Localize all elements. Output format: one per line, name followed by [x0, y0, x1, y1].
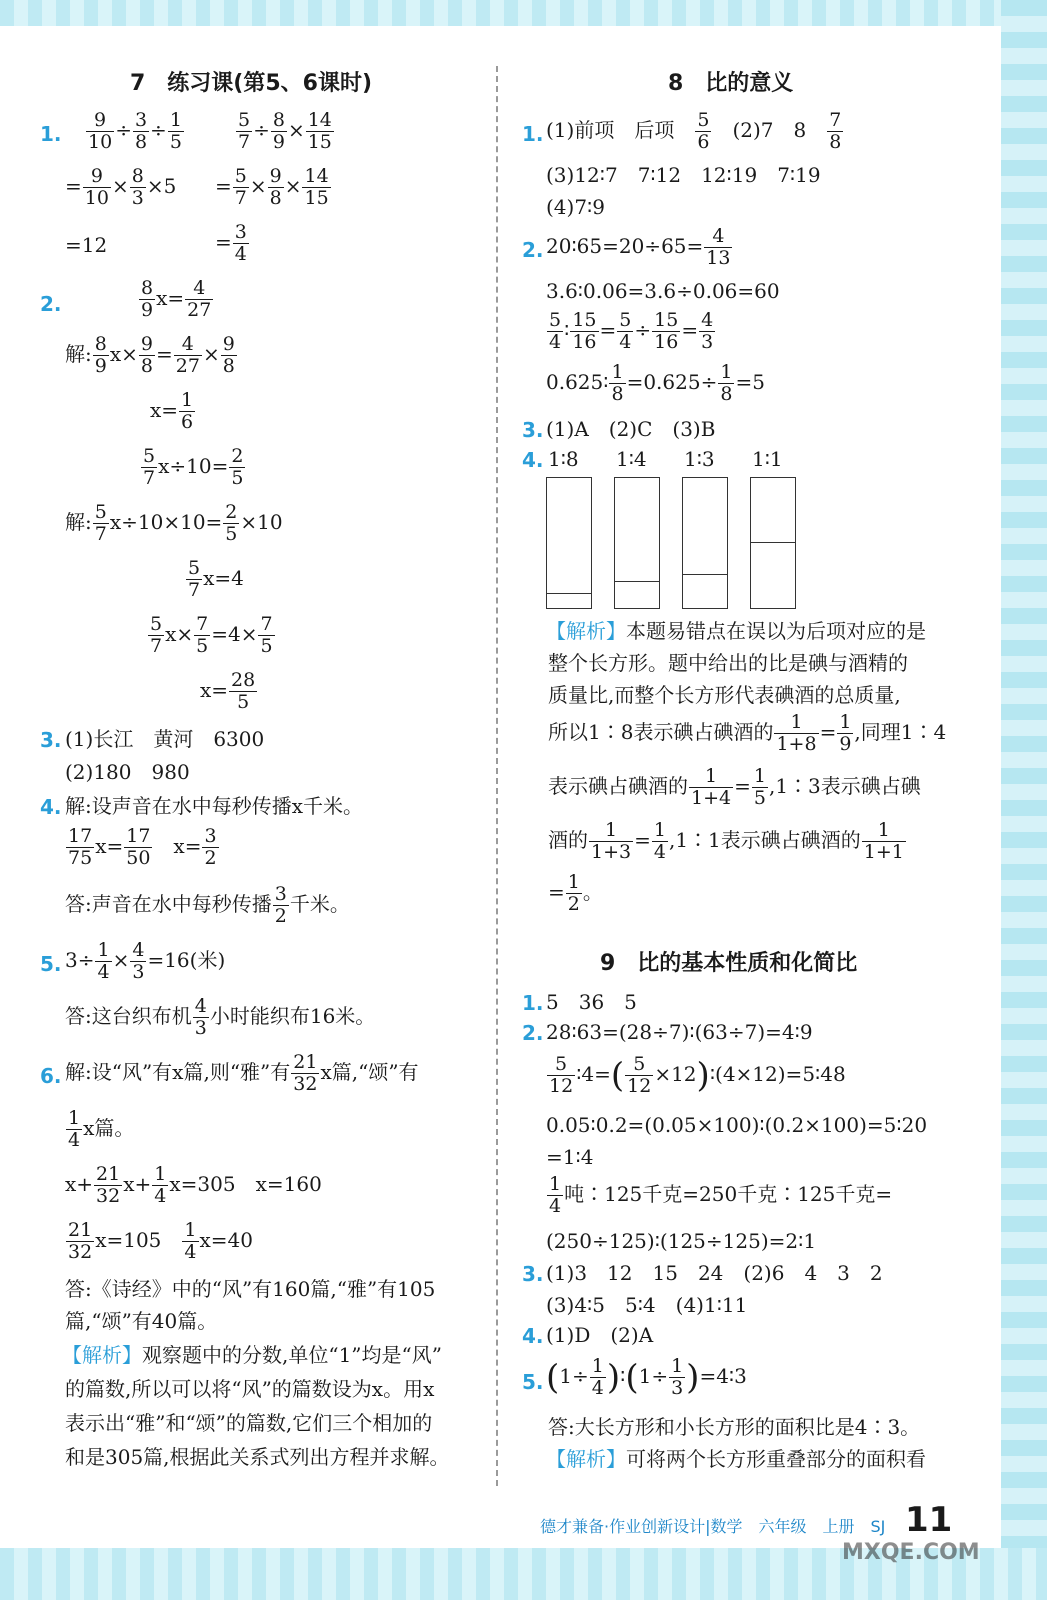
s9-q5-answer: 答:大长方形和小长方形的面积比是4∶3。 — [548, 1415, 921, 1439]
s9-q3-line2: (3)4∶5 5∶4 (4)1∶11 — [546, 1293, 748, 1317]
q1-b-step2: = $\frac{5}{7}$ × $\frac{9}{8}$ × $\frac{14}{15}$ — [215, 165, 329, 209]
r-q4-explanation-3: 质量比,而整个长方形代表碘酒的总质量, — [548, 683, 901, 707]
r-q4-explanation-1: 【解析】本题易错点在误以为后项对应的是 — [546, 619, 926, 643]
ratio-rectangle-1 — [546, 477, 592, 609]
q4-answer: 答:声音在水中每秒传播 $\frac{3}{2}$ 千米。 — [65, 883, 350, 927]
r-q2-line1: 20∶65=20÷65= $\frac{4}{13}$ — [546, 225, 731, 269]
s9-q2-number: 2. — [522, 1021, 544, 1045]
ratio-rectangle-4 — [750, 477, 796, 609]
s9-q4-line: (1)D (2)A — [546, 1323, 654, 1347]
s9-q1-number: 1. — [522, 991, 544, 1015]
r-q4-explanation-6: 酒的 $\frac{1}{1+3}$ = $\frac{1}{4}$ ,1∶1表示碘占碘酒的 $\frac{1}{1+1}$ — [548, 819, 904, 863]
ratio-fill-4 — [751, 542, 795, 608]
s9-q2-line1: 28∶63=(28÷7)∶(63÷7)=4∶9 — [546, 1020, 813, 1044]
r-q1-line1: (1)前项 后项 $\frac{5}{6}$ (2)7 8 $\frac{7}{8}$ — [546, 109, 842, 153]
section-8-title: 8 比的意义 — [668, 71, 794, 96]
s9-q2-line4: =1∶4 — [546, 1145, 594, 1169]
r-q4-explanation-4: 所以1∶8表示碘占碘酒的 $\frac{1}{1+8}$ = $\frac{1}{9}$ ,同理1∶4 — [548, 711, 947, 755]
section-7-title: 7 练习课(第5、6课时) — [130, 71, 373, 96]
ratio-rectangle-3 — [682, 477, 728, 609]
section-9-title: 9 比的基本性质和化简比 — [600, 951, 858, 976]
q6-equation-2: $\frac{21}{32}$ x=105 $\frac{1}{4}$ x=40 — [68, 1219, 253, 1263]
s9-q2-line5: $\frac{1}{4}$ 吨∶125千克=250千克∶125千克= — [549, 1173, 893, 1217]
q3-line1: (1)长江 黄河 6300 — [65, 727, 265, 751]
q1-a-expression: $\frac{9}{10}$ ÷ $\frac{3}{8}$ ÷ $\frac{1}{5}$ — [88, 109, 182, 153]
ratio-fill-2 — [615, 581, 659, 608]
q1-number: 1. — [40, 122, 62, 146]
r-q4-explanation-5: 表示碘占碘酒的 $\frac{1}{1+4}$ = $\frac{1}{5}$ ,1∶3表示碘占碘 — [548, 765, 921, 809]
column-divider — [496, 66, 498, 1486]
q6-explanation-4: 和是305篇,根据此关系式列出方程并求解。 — [65, 1445, 450, 1469]
r-q4-explanation-7: = $\frac{1}{2}$ 。 — [548, 871, 603, 915]
s9-q3-number: 3. — [522, 1262, 544, 1286]
r-q3-number: 3. — [522, 418, 544, 442]
ratio-label-4: 1∶1 — [752, 447, 783, 471]
s9-q4-number: 4. — [522, 1324, 544, 1348]
r-q2-line4: 0.625∶ $\frac{1}{8}$ =0.625÷ $\frac{1}{8}$ =5 — [546, 361, 765, 405]
s9-q5-expression: (1÷ $\frac{1}{4}$ )∶(1÷ $\frac{1}{3}$ )=4∶3 — [546, 1355, 747, 1399]
q6-equation: x+ $\frac{21}{32}$ x+ $\frac{1}{4}$ x=305 x=160 — [65, 1163, 322, 1207]
ratio-fill-3 — [683, 574, 727, 608]
s9-q2-line2: $\frac{5}{12}$ ∶4=( $\frac{5}{12}$ ×12)∶(4×12)=5∶48 — [549, 1053, 846, 1097]
q4-number: 4. — [40, 795, 62, 819]
ratio-label-1: 1∶8 — [548, 447, 579, 471]
page-frame-right — [1001, 0, 1047, 1600]
q5-answer: 答:这台织布机 $\frac{4}{3}$ 小时能织布16米。 — [65, 995, 376, 1039]
q6-number: 6. — [40, 1064, 62, 1088]
r-q2-number: 2. — [522, 238, 544, 262]
q1-b-expression: $\frac{5}{7}$ ÷ $\frac{8}{9}$ × $\frac{14}{15}$ — [238, 109, 332, 153]
q6-explanation-3: 表示出“雅”和“颂”的篇数,它们三个相加的 — [65, 1411, 433, 1435]
q2-b-step3: $\frac{5}{7}$ x× $\frac{7}{5}$ =4× $\frac{7}{5}$ — [150, 613, 273, 657]
q3-number: 3. — [40, 728, 62, 752]
q1-a-step2: = $\frac{9}{10}$ × $\frac{8}{3}$ ×5 — [65, 165, 177, 209]
r-q3-line1: (1)A (2)C (3)B — [546, 417, 716, 441]
ratio-fill-1 — [547, 593, 591, 608]
footer-book-info: 德才兼备·作业创新设计|数学 六年级 上册 SJ — [540, 1517, 886, 1536]
s9-q1-line: 5 36 5 — [546, 990, 637, 1014]
s9-q5-explanation: 【解析】可将两个长方形重叠部分的面积看 — [546, 1447, 926, 1471]
q3-line2: (2)180 980 — [65, 760, 190, 784]
q1-a-result: =12 — [65, 233, 108, 257]
s9-q2-line6: (250÷125)∶(125÷125)=2∶1 — [546, 1229, 817, 1253]
q6-line2: $\frac{1}{4}$ x篇。 — [68, 1107, 135, 1151]
q4-equation: $\frac{17}{75}$ x= $\frac{17}{50}$ x= $\frac{3}{2}$ — [68, 825, 217, 869]
q6-answer-2: 篇,“颂”有40篇。 — [65, 1309, 218, 1333]
r-q2-line2: 3.6∶0.06=3.6÷0.06=60 — [546, 279, 780, 303]
q6-answer-1: 答:《诗经》中的“风”有160篇,“雅”有105 — [65, 1277, 436, 1301]
q2-b-step2: $\frac{5}{7}$ x=4 — [188, 557, 244, 601]
q2-b-result: x= $\frac{28}{5}$ — [200, 669, 256, 713]
q5-number: 5. — [40, 952, 62, 976]
page-number: 11 — [905, 1500, 953, 1540]
q2-b-solution: 解: $\frac{5}{7}$ x÷10×10= $\frac{2}{5}$ ×10 — [65, 501, 283, 545]
q2-a-equation: $\frac{8}{9}$ x= $\frac{4}{27}$ — [141, 277, 212, 321]
ratio-label-3: 1∶3 — [684, 447, 715, 471]
r-q1-line3: (4)7∶9 — [546, 195, 605, 219]
watermark: MXQE.COM — [842, 1540, 980, 1565]
q5-expression: 3÷ $\frac{1}{4}$ × $\frac{4}{3}$ =16(米) — [65, 939, 226, 983]
s9-q5-number: 5. — [522, 1370, 544, 1394]
r-q1-number: 1. — [522, 122, 544, 146]
s9-q2-line3: 0.05∶0.2=(0.05×100)∶(0.2×100)=5∶20 — [546, 1113, 928, 1137]
ratio-rectangle-2 — [614, 477, 660, 609]
r-q1-line2: (3)12∶7 7∶12 12∶19 7∶19 — [546, 163, 821, 187]
r-q4-number: 4. — [522, 448, 544, 472]
r-q2-line3: $\frac{5}{4}$ ∶ $\frac{15}{16}$ = $\frac{5}{4}$ ÷ $\frac{15}{16}$ = $\frac{4}{3}$ — [549, 309, 714, 353]
q4-line1: 解:设声音在水中每秒传播x千米。 — [65, 794, 364, 818]
q6-line1: 解:设“风”有x篇,则“雅”有 $\frac{21}{32}$ x篇,“颂”有 — [65, 1051, 419, 1095]
q2-a-result: x= $\frac{1}{6}$ — [150, 389, 194, 433]
s9-q3-line1: (1)3 12 15 24 (2)6 4 3 2 — [546, 1261, 883, 1285]
q6-explanation-1: 【解析】观察题中的分数,单位“1”均是“风” — [62, 1343, 442, 1367]
ratio-label-2: 1∶4 — [616, 447, 647, 471]
q1-b-result: = $\frac{3}{4}$ — [215, 221, 247, 265]
q6-explanation-2: 的篇数,所以可以将“风”的篇数设为x。用x — [65, 1377, 435, 1401]
page-frame-top — [0, 0, 1047, 26]
q2-a-solution: 解: $\frac{8}{9}$ x× $\frac{9}{8}$ = $\frac{4}{27}$ × $\frac{9}{8}$ — [65, 333, 235, 377]
q2-b-equation: $\frac{5}{7}$ x÷10= $\frac{2}{5}$ — [143, 445, 244, 489]
r-q4-explanation-2: 整个长方形。题中给出的比是碘与酒精的 — [548, 651, 908, 675]
q2-number: 2. — [40, 292, 62, 316]
